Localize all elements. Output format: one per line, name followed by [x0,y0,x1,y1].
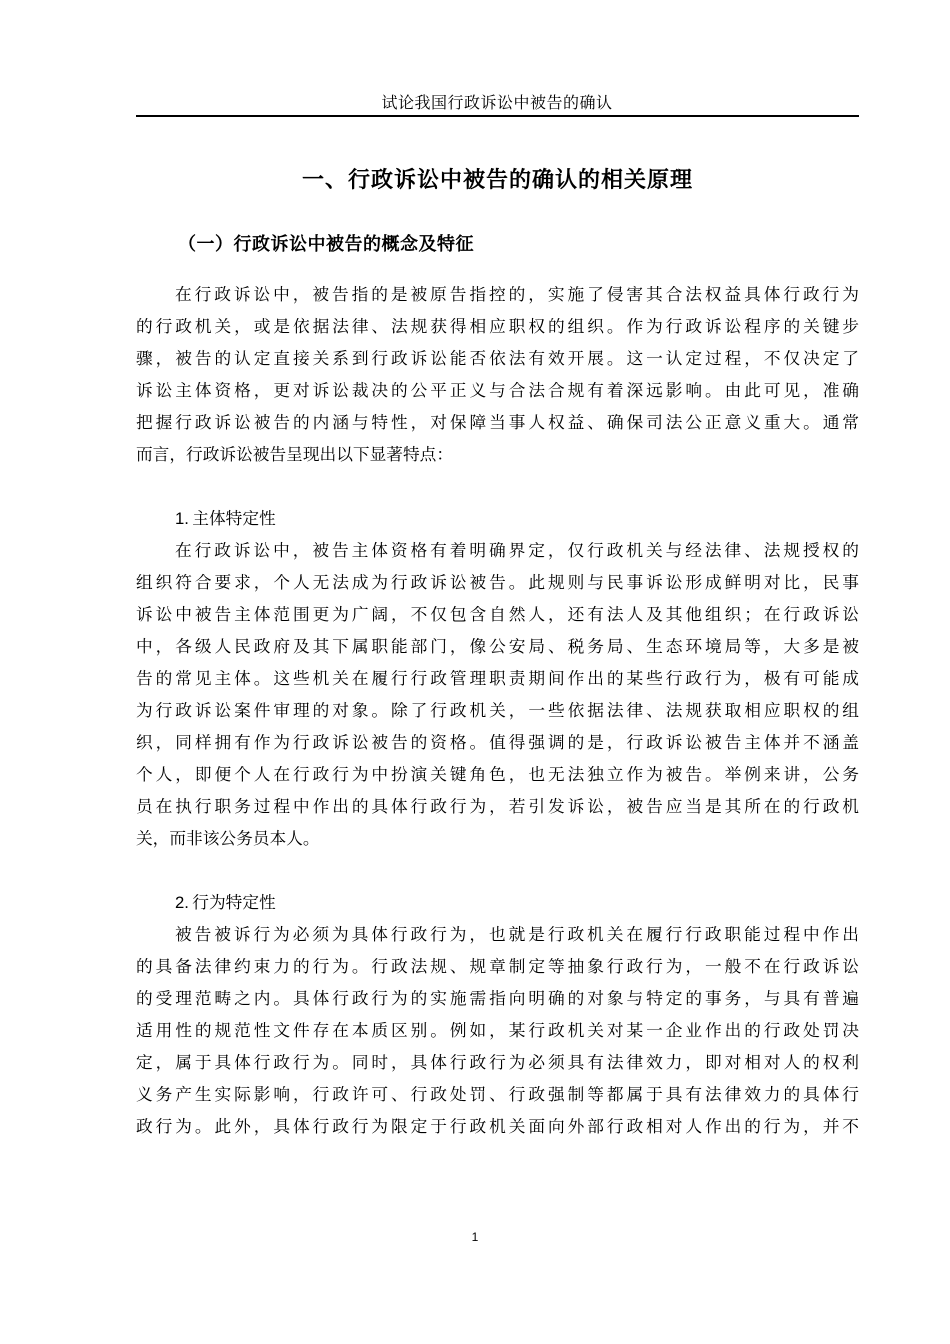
paragraph-line: 告的常见主体。这些机关在履行行政管理职责期间作出的某些行政行为，极有可能成 [136,668,859,688]
paragraph-line: 的具备法律约束力的行为。行政法规、规章制定等抽象行政行为，一般不在行政诉讼 [136,956,859,976]
paragraph-line: 组织符合要求，个人无法成为行政诉讼被告。此规则与民事诉讼形成鲜明对比，民事 [136,572,859,592]
paragraph-line: 而言，行政诉讼被告呈现出以下显著特点： [136,444,454,464]
paragraph-line: 员在执行职务过程中作出的具体行政行为，若引发诉讼，被告应当是其所在的行政机 [136,796,859,816]
paragraph-line: 诉讼主体资格，更对诉讼裁决的公平正义与合法合规有着深远影响。由此可见，准确 [136,380,859,400]
paragraph-line: 关，而非该公务员本人。 [136,828,320,848]
paragraph-line: 的行政机关，或是依据法律、法规获得相应职权的组织。作为行政诉讼程序的关键步 [136,316,859,336]
paragraph-line: 中，各级人民政府及其下属职能部门，像公安局、税务局、生态环境局等，大多是被 [136,636,859,656]
running-header: 试论我国行政诉讼中被告的确认 [381,93,613,112]
paragraph-line: 在行政诉讼中，被告指的是被原告指控的，实施了侵害其合法权益具体行政行为 [175,284,859,304]
paragraph-line: 定，属于具体行政行为。同时，具体行政行为必须具有法律效力，即对相对人的权利 [136,1052,859,1072]
feature-2-number: 2. [175,893,189,912]
paragraph-line: 在行政诉讼中，被告主体资格有着明确界定，仅行政机关与经法律、法规授权的 [175,540,859,560]
section-title: （一）行政诉讼中被告的概念及特征 [178,234,474,255]
page-number: 1 [471,1230,479,1244]
chapter-title: 一、行政诉讼中被告的确认的相关原理 [301,168,693,193]
feature-1-number: 1. [175,509,189,528]
paragraph-line: 诉讼中被告主体范围更为广阔，不仅包含自然人，还有法人及其他组织；在行政诉讼 [136,604,859,624]
paragraph-line: 骤，被告的认定直接关系到行政诉讼能否依法有效开展。这一认定过程，不仅决定了 [136,348,859,368]
paragraph-line: 政行为。此外，具体行政行为限定于行政机关面向外部行政相对人作出的行为，并不 [136,1116,859,1136]
header-rule [136,115,859,117]
paragraph-line: 适用性的规范性文件存在本质区别。例如，某行政机关对某一企业作出的行政处罚决 [136,1020,859,1040]
paragraph-line: 为行政诉讼案件审理的对象。除了行政机关，一些依据法律、法规获取相应职权的组 [136,700,859,720]
feature-2-title: 行为特定性 [192,892,276,912]
paragraph-line: 把握行政诉讼被告的内涵与特性，对保障当事人权益、确保司法公正意义重大。通常 [136,412,859,432]
feature-1-heading [175,502,276,535]
paragraph-line: 被告被诉行为必须为具体行政行为，也就是行政机关在履行行政职能过程中作出 [175,924,859,944]
paragraph-line: 个人，即便个人在行政行为中扮演关键角色，也无法独立作为被告。举例来讲，公务 [136,764,859,784]
paragraph-line: 义务产生实际影响，行政许可、行政处罚、行政强制等都属于具有法律效力的具体行 [136,1084,859,1104]
feature-1-title: 主体特定性 [192,508,276,528]
paragraph-line: 织，同样拥有作为行政诉讼被告的资格。值得强调的是，行政诉讼被告主体并不涵盖 [136,732,859,752]
feature-2-heading [175,886,276,919]
paragraph-line: 的受理范畴之内。具体行政行为的实施需指向明确的对象与特定的事务，与具有普遍 [136,988,859,1008]
